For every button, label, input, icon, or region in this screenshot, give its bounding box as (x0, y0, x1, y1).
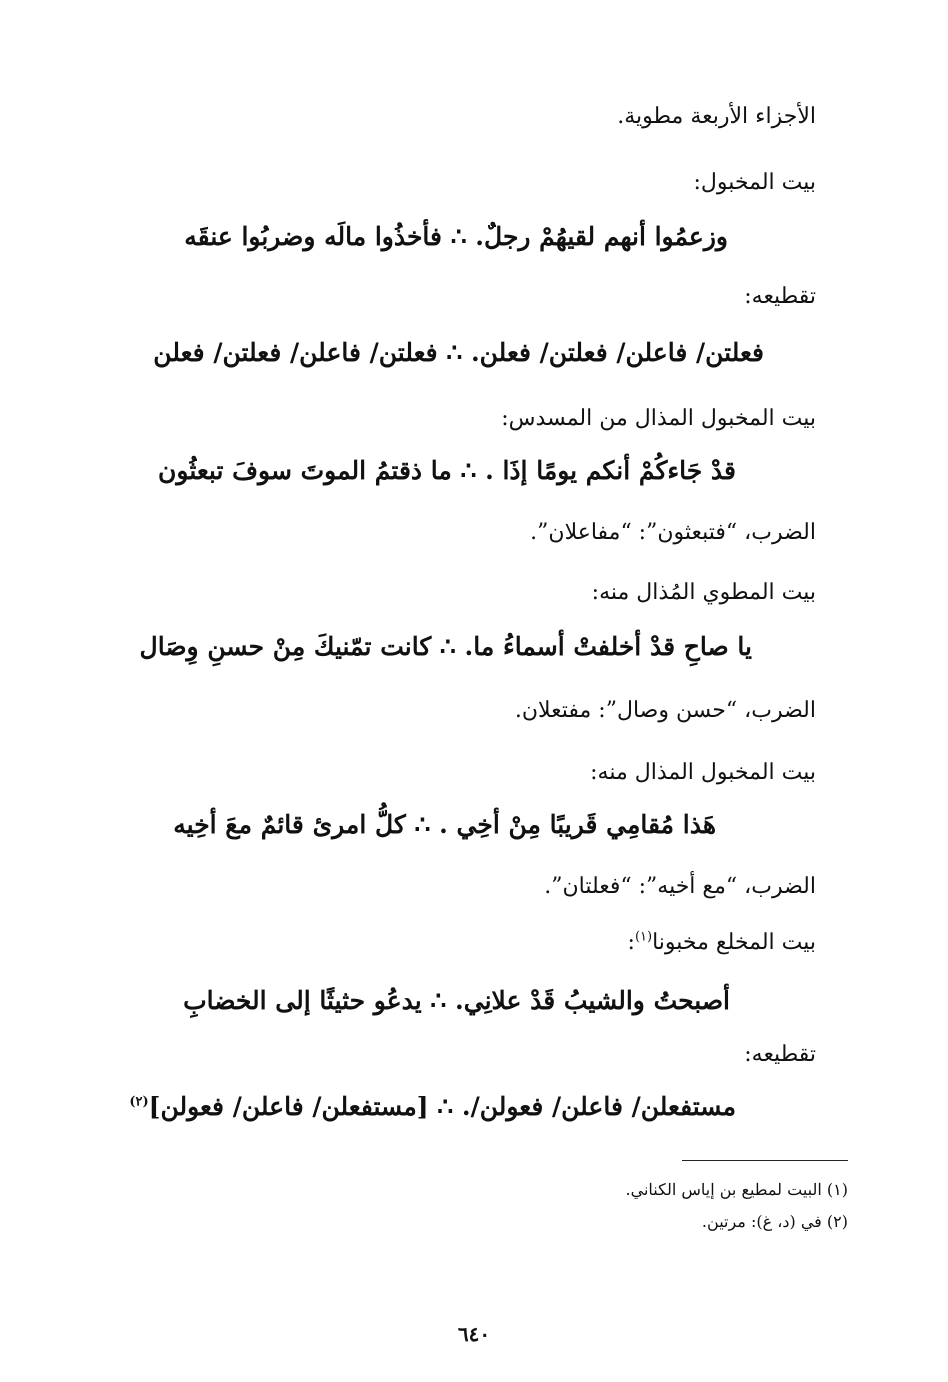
heading-makhbul-mudhal-2 (590, 760, 816, 785)
verse-scansion-1 (153, 338, 764, 367)
line-9-text: بيت المطوي المُذال منه: (591, 580, 816, 605)
line-2-text: بيت المخبول: (693, 170, 816, 195)
verse-5 (183, 986, 730, 1015)
darb-line-2 (515, 698, 816, 723)
footnote-ref-2[interactable]: (٢) (129, 1094, 149, 1110)
verse-1-text: وزعمُوا أنهم لقيهُمْ رجلٌ. ∴ فأخذُوا مالَه وضربُوا عنقَه (184, 222, 728, 251)
footnote-ref-1[interactable]: (١) (634, 929, 653, 945)
verse-2-text: فعلتن/ فاعلن/ فعلتن/ فعلن. ∴ فعلتن/ فاعلن/ فعلتن/ فعلن (153, 338, 764, 367)
verse-scansion-2 (129, 1092, 736, 1121)
verse-3 (140, 632, 752, 661)
verse-1 (184, 222, 728, 251)
line-12-text: بيت المخبول المذال منه: (590, 760, 816, 785)
line-8-text: الضرب، “فتبعثون”: “مفاعلان”. (530, 520, 816, 545)
footnote-1-text: (١) البيت لمطيع بن إياس الكناني. (625, 1180, 848, 1199)
line-17-text: تقطيعه: (744, 1042, 816, 1067)
verse-7-text: مستفعلن/ فاعلن/ فعولن/. ∴ [مستفعلن/ فاعلن/ فعولن] (148, 1092, 736, 1121)
line-14-text: الضرب، “مع أخيه”: “فعلتان”. (544, 874, 816, 899)
darb-line-1 (530, 520, 816, 545)
line-4-text: تقطيعه: (744, 284, 816, 309)
text-line-1 (617, 104, 816, 129)
page-number-text: ٦٤٠ (457, 1322, 491, 1346)
heading-mukhalla (628, 930, 816, 955)
line-11-text: الضرب، “حسن وصال”: مفتعلان. (514, 698, 816, 723)
line-1-text: الأجزاء الأربعة مطوية. (617, 104, 816, 129)
footnote-divider (682, 1160, 848, 1161)
darb-line-3 (544, 874, 816, 899)
verse-3-text: قدْ جَاءكُمْ أنكم يومًا إذَا . ∴ ما ذقتمُ الموتَ سوفَ تبعثُون (158, 456, 736, 485)
line-15-text: بيت المخلع مخبونا (652, 930, 816, 955)
verse-6-text: أصبحتُ والشيبُ قَدْ علانِي. ∴ يدعُو حثيثًا إلى الخضابِ (183, 986, 730, 1015)
line-6-text: بيت المخبول المذال من المسدس: (501, 406, 816, 431)
heading-scansion-2 (744, 1042, 816, 1067)
verse-4-text: يا صاحِ قدْ أخلفتْ أسماءُ ما. ∴ كانت تمّنيكَ مِنْ حسنِ وِصَال (139, 632, 752, 661)
verse-2 (158, 456, 736, 485)
heading-makhbul-mudhal (501, 406, 816, 431)
heading-scansion-1 (744, 284, 816, 309)
verse-5-text: هَذا مُقامِي قَريبًا مِنْ أخِي . ∴ كلُّ امرئ قائمٌ معَ أخِيه (173, 810, 716, 839)
footnote-2-text: (٢) في (د، غ): مرتين. (701, 1212, 848, 1231)
page-number (0, 1322, 948, 1346)
heading-matwi-mudhal (592, 580, 816, 605)
footnote-1 (626, 1180, 848, 1199)
footnote-2 (702, 1212, 848, 1231)
heading-makhbul (694, 170, 817, 195)
verse-4 (173, 810, 716, 839)
line-15-colon: : (627, 930, 635, 955)
